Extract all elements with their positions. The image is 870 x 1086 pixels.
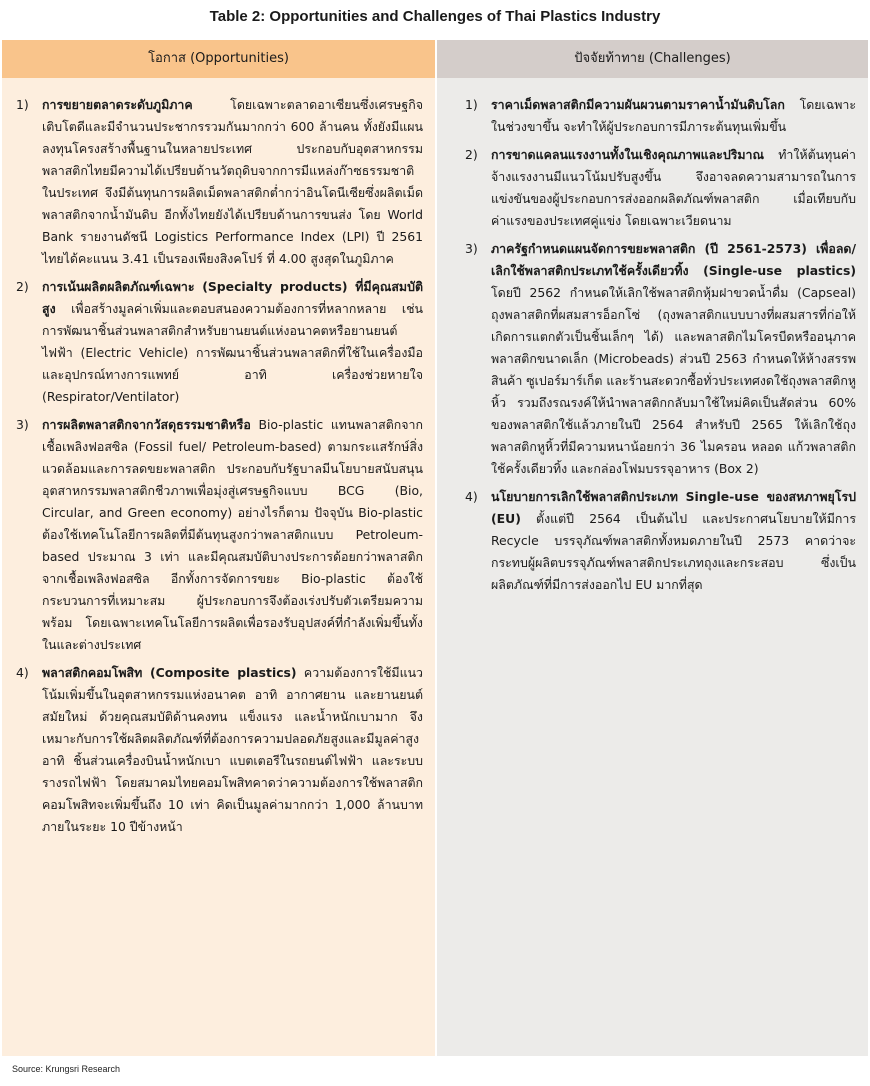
item-text: เพื่อสร้างมูลค่าเพิ่มและตอบสนองความต้องการที่หลากหลาย เช่น การพัฒนาชิ้นส่วนพลาสติกสำหรับยานยนต์แห่งอนาคตหรือยานยนต์ไฟฟ้า (Electric Vehicle) การพัฒนาชิ้นส่วนพลาสติกที่ใช้ในเครื่องมือและอุปกรณ์ทางการแพทย์ อาทิ เครื่องช่วยหายใจ (Respirator/Ventilator) (42, 301, 423, 404)
item-number: 1) (465, 97, 478, 112)
list-item (16, 662, 423, 838)
challenges-column (437, 40, 868, 1056)
item-text: ตั้งแต่ปี 2564 เป็นต้นไป และประกาศนโยบายให้มีการ Recycle บรรจุภัณฑ์พลาสติกทั้งหมดภายในปี 2573 คาดว่าจะกระทบผู้ผลิตบรรจุภัณฑ์พลาสติกประเภทถุงและกระสอบ ซึ่งเป็นผลิตภัณฑ์ที่มีการส่งออกไป EU มากที่สุด (491, 511, 856, 592)
item-heading: การขาดแคลนแรงงานทั้งในเชิงคุณภาพและปริมาณ (491, 147, 764, 162)
item-number: 4) (16, 665, 29, 680)
item-text: โดยเฉพาะในช่วงขาขึ้น จะทำให้ผู้ประกอบการมีภาระต้นทุนเพิ่มขึ้น (491, 97, 856, 134)
item-heading: การขยายตลาดระดับภูมิภาค (42, 97, 193, 112)
list-item (16, 94, 423, 270)
list-item (465, 238, 856, 480)
list-item (16, 276, 423, 408)
list-item (465, 94, 856, 138)
list-item (16, 414, 423, 656)
item-text: โดยเฉพาะตลาดอาเซียนซึ่งเศรษฐกิจเติบโตดีและมีจำนวนประชากรรวมกันมากกว่า 600 ล้านคน ทั้งยังมีแผนลงทุนโครงสร้างพื้นฐานในหลายประเทศ ประกอบกับอุตสาหกรรมพลาสติกไทยมีความได้เปรียบด้านวัตถุดิบจากการมีแหล่งก๊าซธรรมชาติในประเทศ จึงมีต้นทุนการผลิตเม็ดพลาสติกต่ำกว่าอินโดนีเซียซึ่งผลิตเม็ดพลาสติกจากน้ำมันดิบ อีกทั้งไทยยังได้เปรียบด้านการขนส่ง โดย World Bank รายงานดัชนี Logistics Performance Index (LPI) ปี 2561 ไทยได้คะแนน 3.41 เป็นรองเพียงสิงคโปร์ ที่ 4.00 สูงสุดในภูมิภาค (42, 97, 423, 266)
item-heading: ราคาเม็ดพลาสติกมีความผันผวนตามราคาน้ำมันดิบโลก (491, 97, 785, 112)
item-text: ทำให้ต้นทุนค่าจ้างแรงงานมีแนวโน้มปรับสูงขึ้น จึงอาจลดความสามารถในการแข่งขันของผู้ประกอบการส่งออกผลิตภัณฑ์พลาสติก เมื่อเทียบกับค่าแรงของประเทศคู่แข่ง โดยเฉพาะเวียดนาม (491, 147, 856, 228)
list-item (465, 144, 856, 232)
item-number: 2) (16, 279, 29, 294)
opportunities-challenges-table (2, 40, 868, 1056)
item-number: 3) (16, 417, 29, 432)
item-heading: ภาครัฐกำหนดแผนจัดการขยะพลาสติก (ปี 2561-2573) เพื่อลด/เลิกใช้พลาสติกประเภทใช้ครั้งเดียวทิ้ง (Single-use plastics) (491, 241, 856, 278)
item-text: Bio-plastic แทนพลาสติกจากเชื้อเพลิงฟอสซิล (Fossil fuel/ Petroleum-based) ตามกระแสรักษ์สิ่งแวดล้อมและการลดขยะพลาสติก ประกอบกับรัฐบาลมีนโยบายสนับสนุนอุตสาหกรรมพลาสติกชีวภาพเพื่อมุ่งสู่เศรษฐกิจแบบ BCG (Bio, Circular, and Green economy) อย่างไรก็ตาม ปัจจุบัน Bio-plastic ต้องใช้เทคโนโลยีการผลิตที่มีต้นทุนสูงกว่าพลาสติกแบบ Petroleum-based ประมาณ 3 เท่า และมีคุณสมบัติบางประการด้อยกว่าพลาสติกจากเชื้อเพลิงฟอสซิล อีกทั้งการจัดการขยะ Bio-plastic ต้องใช้กระบวนการที่เหมาะสม ผู้ประกอบการจึงต้องเร่งปรับตัวเตรียมความพร้อม โดยเฉพาะเทคโนโลยีการผลิตเพื่อรองรับอุปสงค์ที่กำลังเพิ่มขึ้นทั้งในและต่างประเทศ (42, 417, 423, 652)
item-number: 4) (465, 489, 478, 504)
list-item (465, 486, 856, 596)
challenges-header: ปัจจัยท้าทาย (Challenges) (437, 40, 868, 78)
item-heading: นโยบายการเลิกใช้พลาสติกประเภท Single-use ของสหภาพยุโรป (EU) (491, 489, 856, 526)
item-heading: การผลิตพลาสติกจากวัสดุธรรมชาติหรือ (42, 417, 251, 432)
opportunities-header: โอกาส (Opportunities) (2, 40, 435, 78)
challenges-list (437, 78, 868, 596)
table-title: Table 2: Opportunities and Challenges of Thai Plastics Industry (209, 8, 661, 25)
item-number: 3) (465, 241, 478, 256)
opportunities-column (2, 40, 435, 1056)
item-number: 1) (16, 97, 29, 112)
source-note: Source: Krungsri Research (12, 1064, 121, 1074)
opportunities-list (2, 78, 435, 838)
item-number: 2) (465, 147, 478, 162)
item-heading: การเน้นผลิตผลิตภัณฑ์เฉพาะ (Specialty products) ที่มีคุณสมบัติสูง (42, 279, 423, 316)
item-text: ความต้องการใช้มีแนวโน้มเพิ่มขึ้นในอุตสาหกรรมแห่งอนาคต อาทิ อากาศยาน และยานยนต์สมัยใหม่ ด้วยคุณสมบัติด้านคงทน แข็งแรง และน้ำหนักเบามาก จึงเหมาะกับการใช้ผลิตผลิตภัณฑ์ที่ต้องการความปลอดภัยสูงและมีมูลค่าสูง อาทิ ชิ้นส่วนเครื่องบินน้ำหนักเบา แบตเตอรีในรถยนต์ไฟฟ้า และระบบรางรถไฟฟ้า โดยสมาคมไทยคอมโพสิทคาดว่าความต้องการใช้พลาสติกคอมโพสิทจะเพิ่มขึ้นถึง 10 เท่า คิดเป็นมูลค่ามากกว่า 1,000 ล้านบาทภายในระยะ 10 ปีข้างหน้า (42, 665, 423, 834)
item-text: โดยปี 2562 กำหนดให้เลิกใช้พลาสติกหุ้มฝาขวดน้ำดื่ม (Capseal) ถุงพลาสติกที่ผสมสารอ็อกโซ่ (ถุงพลาสติกแบบบางที่ผสมสารที่ก่อให้เกิดการแตกตัวเป็นชิ้นเล็กๆ ได้) และพลาสติกไมโครบีดหรืออนุภาคพลาสติกขนาดเล็ก (Microbeads) ส่วนปี 2563 กำหนดให้ห้างสรรพสินค้า ซูเปอร์มาร์เก็ต และร้านสะดวกซื้อทั่วประเทศงดใช้ถุงพลาสติกหูหิ้ว รวมถึงรณรงค์ให้นำพลาสติกกลับมาใช้ใหม่คิดเป็นสัดส่วน 60% ของพลาสติกใช้แล้วภายในปี 2564 สำหรับปี 2565 ให้เลิกใช้ถุงพลาสติกหูหิ้วที่มีความหนาน้อยกว่า 36 ไมครอน หลอด แก้วพลาสติกใช้ครั้งเดียวทิ้ง และกล่องโฟมบรรจุอาหาร (Box 2) (491, 285, 856, 476)
item-heading: พลาสติกคอมโพสิท (Composite plastics) (42, 665, 297, 680)
